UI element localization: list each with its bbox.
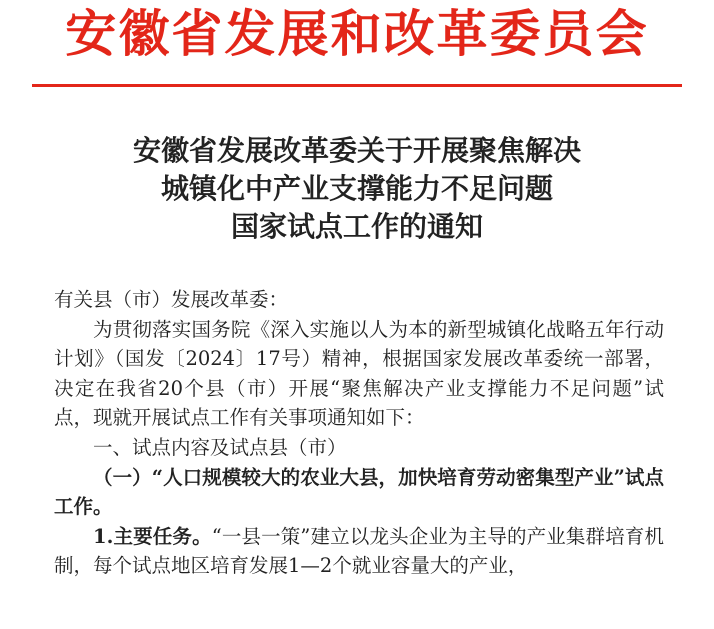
title-line-2: 城镇化中产业支撑能力不足问题 xyxy=(160,172,553,205)
document-title xyxy=(0,132,714,246)
title-line-3: 国家试点工作的通知 xyxy=(230,210,483,243)
body-paragraph-1: 为贯彻落实国务院《深入实施以人为本的新型城镇化战略五年行动计划》（国发〔2024〕17号）精神，根据国家发展改革委统一部署，决定在我省20个县（市）开展“聚焦解决产业支撑能力不足问题”试点，现就开展试点工作有关事项通知如下： xyxy=(54,317,664,430)
body-paragraph-item-1 xyxy=(54,522,664,581)
section-heading-1: 一、试点内容及试点县（市） xyxy=(93,435,347,459)
red-divider-rule xyxy=(32,84,682,87)
document-body xyxy=(54,285,664,581)
title-line-1: 安徽省发展改革委关于开展聚焦解决 xyxy=(132,134,581,167)
salutation: 有关县（市）发展改革委： xyxy=(54,288,289,311)
item-1-label: 1.主要任务。 xyxy=(93,524,212,548)
letterhead-organization: 安徽省发展和改革委员会 xyxy=(65,4,649,63)
subsection-heading-1: （一）“人口规模较大的农业大县，加快培育劳动密集型产业”试点工作。 xyxy=(54,465,664,519)
letterhead xyxy=(0,0,714,70)
item-1-text: “一县一策”建立以龙头企业为主导的产业集群培育机制，每个试点地区培育发展1—2个就业容量大的产业， xyxy=(54,524,664,578)
